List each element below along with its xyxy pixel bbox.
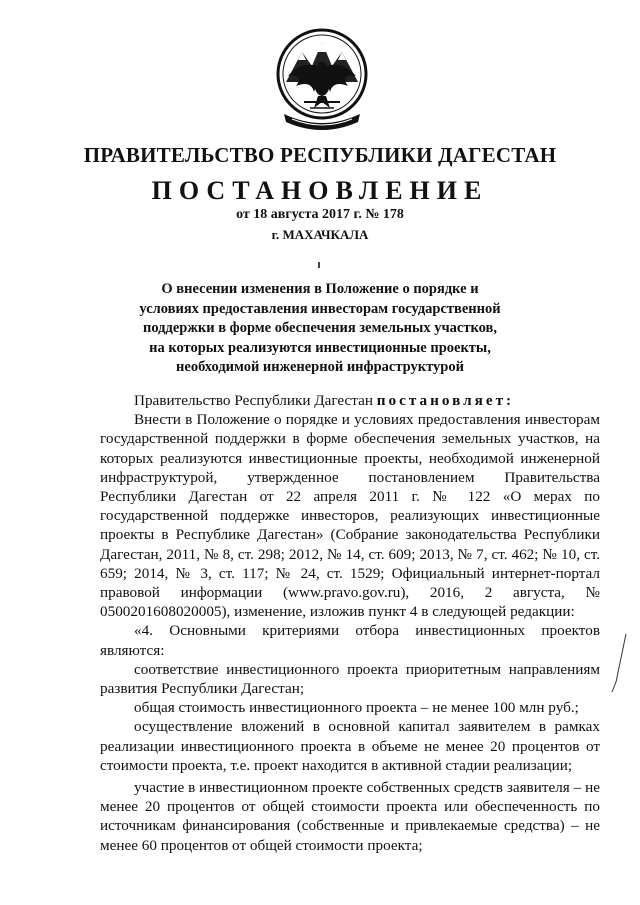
decree-lead-text: Правительство Республики Дагестан (134, 392, 377, 409)
criterion-paragraph: участие в инвестиционном проекте собственных средств заявителя – не менее 20 процентов от общей стоимости проекта или обеспеченность по источникам финансирования (собственные и привлекаемые средства) – не менее 60 процентов от общей стоимости проекта; (100, 779, 600, 854)
decree-date-number: от 18 августа 2017 г. № 178 (236, 207, 404, 222)
criterion-paragraph: общая стоимость инвестиционного проекта – не менее 100 млн руб.; (134, 699, 579, 717)
decree-city: г. МАХАЧКАЛА (271, 227, 369, 242)
handwritten-margin-mark-icon (610, 630, 630, 700)
decree-body (100, 391, 600, 855)
dagestan-coat-of-arms-icon (272, 22, 372, 134)
document-type: ПОСТАНОВЛЕНИЕ (151, 176, 489, 205)
decree-word: постановляет: (376, 392, 515, 409)
criterion-paragraph: соответствие инвестиционного проекта приоритетным направлениям развития Республики Дагестан; (100, 660, 600, 698)
title-line: на которых реализуются инвестиционные проекты, (149, 339, 491, 356)
title-line: поддержки в форме обеспечения земельных участков, (143, 320, 497, 336)
center-mark (318, 262, 320, 268)
amendment-paragraph: Внести в Положение о порядке и условиях предоставления инвесторам государственной поддержки в форме обеспечения земельных участков, на которых реализуются инвестиционные проекты, необходимой инженерной инфраструктурой, утвержденное постановлением Правительства Республики Дагестан от 22 апреля 2011 г. № 122 «О мерах по государственной поддержке инвесторов, реализующих инвестиционные проекты в Республике Дагестан» (Собрание законодательства Республики Дагестан, 2011, № 8, ст. 298; 2012, № 14, ст. 609; 2013, № 7, ст. 462; № 10, ст. 659; 2014, № 3, ст. 117; № 24, ст. 1529; Официальный интернет-портал правовой информации (www.pravo.gov.ru), 2016, 2 августа, № 0500201608020005), изменение, изложив пункт 4 в следующей редакции: (100, 411, 600, 621)
government-name: ПРАВИТЕЛЬСТВО РЕСПУБЛИКИ ДАГЕСТАН (83, 143, 557, 167)
decree-title (100, 280, 540, 378)
criterion-paragraph: осуществление вложений в основной капитал заявителем в рамках реализации инвестиционного проекта в объеме не менее 20 процентов от стоимости проекта, т.е. проект находится в активной стадии реализации; (100, 718, 600, 774)
decree-lead-paragraph (100, 391, 600, 410)
title-line: О внесении изменения в Положение о порядке и (161, 281, 479, 297)
point-4-paragraph: «4. Основными критериями отбора инвестиционных проектов являются: (100, 622, 600, 659)
title-line: условиях предоставления инвесторам государственной (139, 300, 501, 317)
title-line: необходимой инженерной инфраструктурой (176, 359, 464, 375)
